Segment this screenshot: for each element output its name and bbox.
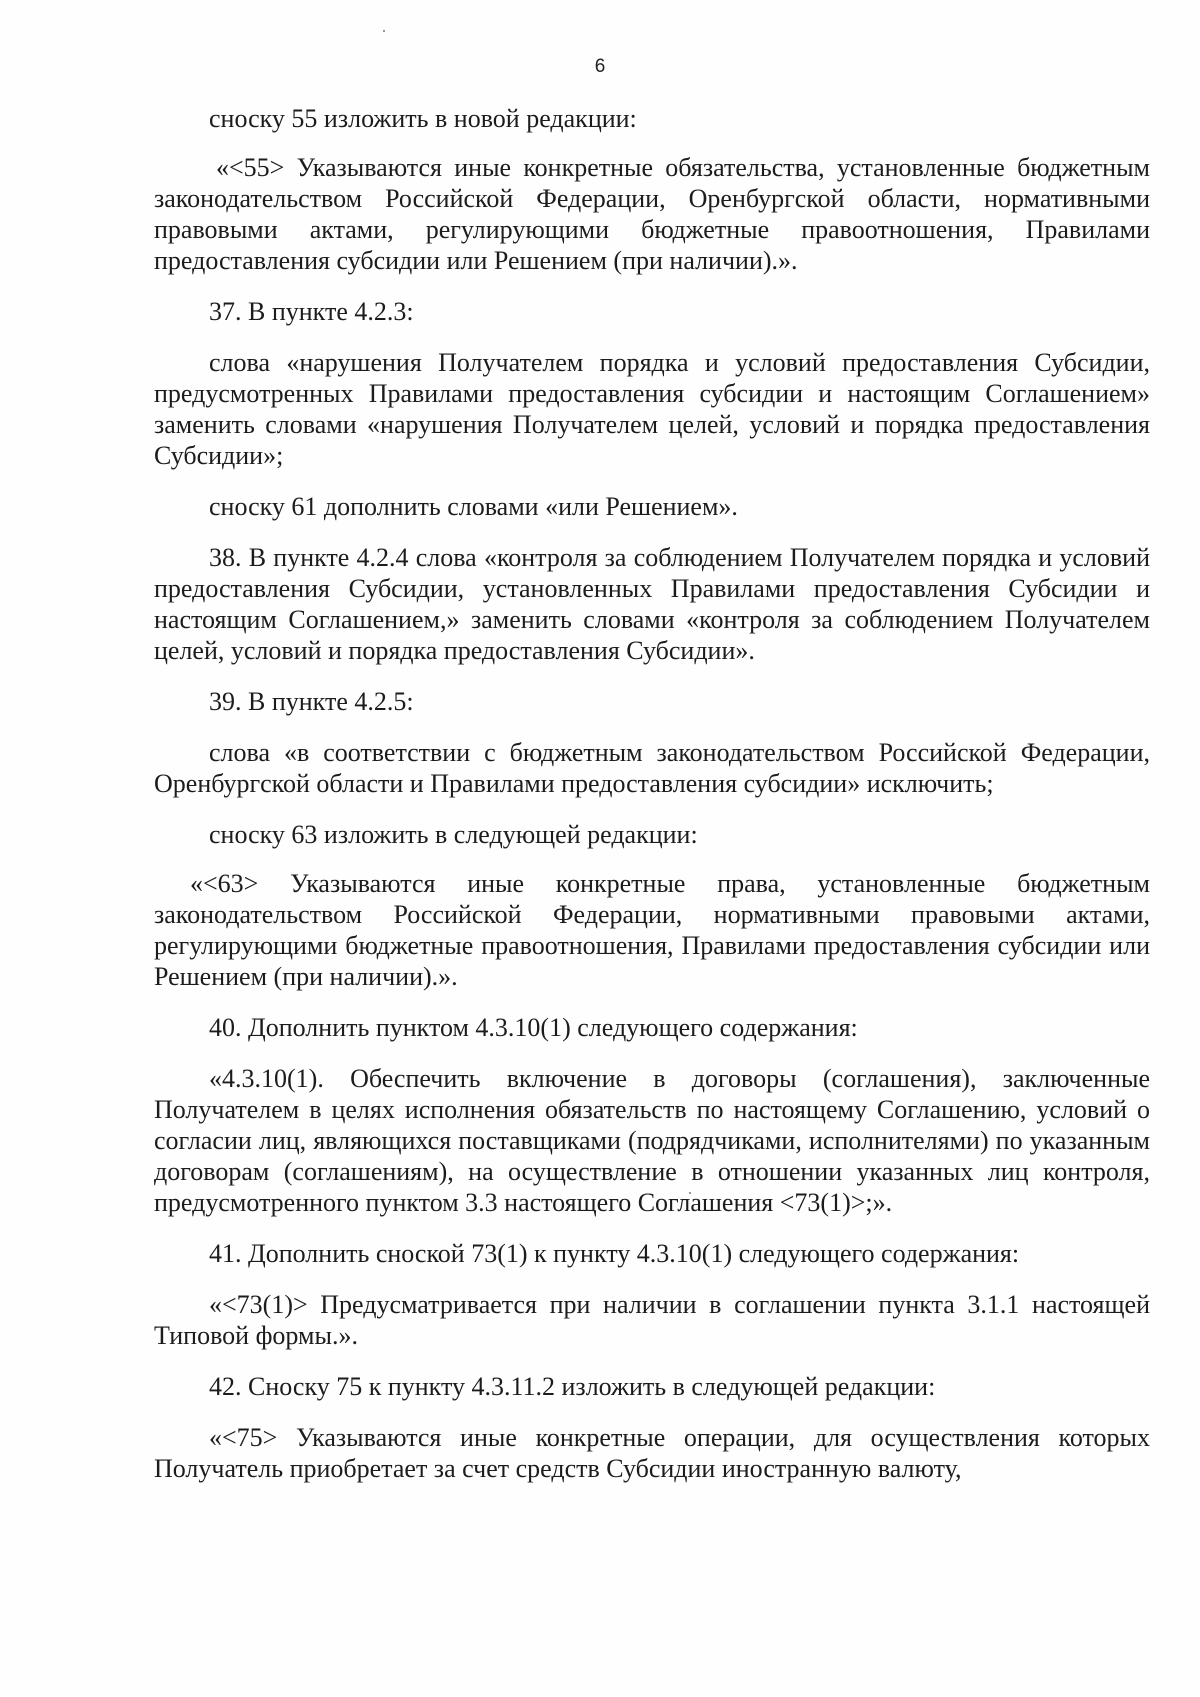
quoted-clause: «4.3.10(1). Обеспечить включение в договоры (соглашения), заключенные Получателем в целях исполнения обязательств по настоящему Соглашению, условий о согласии лиц, являющихся поставщиками (подрядчиками, исполнителями) по указанным договорам (соглашениям), на осуществление в отношении указанных лиц контроля, предусмотренного пунктом 3.3 настоящего Соглашения <73(1)>;». [154,1064,1150,1217]
quoted-footnote: «<55> Указываются иные конкретные обязательства, установленные бюджетным законодательством Российской Федерации, Оренбургской области, нормативными правовыми актами, регулирующими бюджетные правоотношения, Правилами предоставления субсидии или Решением (при наличии).». [154,153,1150,275]
quoted-footnote: «<75> Указываются иные конкретные операции, для осуществления которых Получатель приобретает за счет средств Субсидии иностранную валюту, [154,1423,1150,1483]
item-heading: 39. В пункте 4.2.5: [209,687,414,716]
paragraph: слова «нарушения Получателем порядка и условий предоставления Субсидии, предусмотренных Правилами предоставления субсидии и настоящим Соглашением» заменить словами «нарушения Получателем целей, условий и порядка предоставления Субсидии»; [154,348,1150,470]
quoted-footnote: «<73(1)> Предусматривается при наличии в соглашении пункта 3.1.1 настоящей Типовой формы.». [154,1290,1150,1350]
paragraph: слова «в соответствии с бюджетным законодательством Российской Федерации, Оренбургской области и Правилами предоставления субсидии» исключить; [154,738,1150,798]
item-paragraph: 38. В пункте 4.2.4 слова «контроля за соблюдением Получателем порядка и условий предоставления Субсидии, установленных Правилами предоставления Субсидии и настоящим Соглашением,» заменить словами «контроля за соблюдением Получателем целей, условий и порядка предоставления Субсидии». [154,543,1150,665]
quoted-footnote: «<63> Указываются иные конкретные права, установленные бюджетным законодательством Российской Федерации, нормативными правовыми актами, регулирующими бюджетные правоотношения, Правилами предоставления субсидии или Решением (при наличии).». [154,869,1150,991]
page-number: 6 [594,56,606,77]
item-heading: 41. Дополнить сноской 73(1) к пункту 4.3.10(1) следующего содержания: [209,1239,1020,1268]
item-heading: 37. В пункте 4.2.3: [209,297,414,326]
paragraph: сноску 63 изложить в следующей редакции: [209,820,698,849]
document-body [154,103,1150,1484]
paragraph: сноску 55 изложить в новой редакции: [209,104,637,133]
item-heading: 42. Сноску 75 к пункту 4.3.11.2 изложить в следующей редакции: [209,1372,936,1401]
item-heading: 40. Дополнить пунктом 4.3.10(1) следующего содержания: [209,1013,858,1042]
paragraph: сноску 61 дополнить словами «или Решением». [209,492,738,521]
scan-speck [383,30,385,32]
